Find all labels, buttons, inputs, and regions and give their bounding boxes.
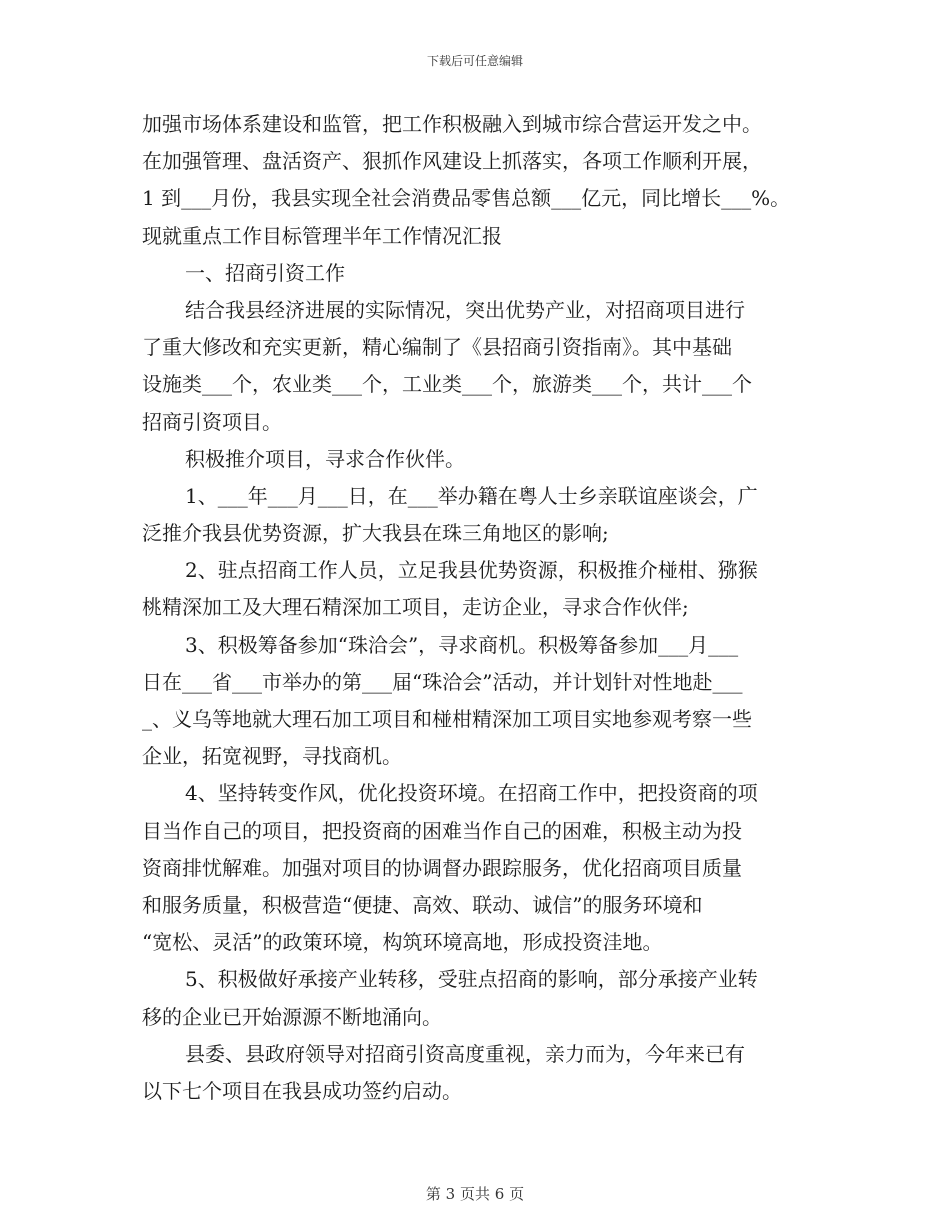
text-line: 5、积极做好承接产业转移，受驻点招商的影响，部分承接产业转 xyxy=(185,967,758,992)
text-line: 和服务质量，积极营造“便捷、高效、联动、诚信”的服务环境和 xyxy=(142,892,703,917)
page-footer: 第 3 页共 6 页 xyxy=(425,1185,525,1203)
text-line: 3、积极筹备参加“珠洽会”，寻求商机。积极筹备参加___月___ xyxy=(185,632,739,657)
document-body xyxy=(142,106,832,1110)
text-line: 移的企业已开始源源不断地涌向。 xyxy=(142,1004,442,1029)
text-line: 招商引资项目。 xyxy=(142,409,282,434)
text-line: 4、坚持转变作风，优化投资环境。在招商工作中，把投资商的项 xyxy=(185,781,758,806)
text-line: 县委、县政府领导对招商引资高度重视，亲力而为，今年来已有 xyxy=(185,1041,745,1066)
text-line: 目当作自己的项目，把投资商的困难当作自己的困难，积极主动为投 xyxy=(142,818,742,843)
text-line: 了重大修改和充实更新，精心编制了《县招商引资指南》。其中基础 xyxy=(142,335,732,360)
text-line: 2、驻点招商工作人员，立足我县优势资源，积极推介椪柑、猕猴 xyxy=(185,558,758,583)
text-line: 一、招商引资工作 xyxy=(185,260,345,285)
text-line: 企业，拓宽视野，寻找商机。 xyxy=(142,744,402,769)
text-line: 1 到___月份，我县实现全社会消费品零售总额___亿元，同比增长___%。 xyxy=(142,186,791,211)
text-line: 桃精深加工及大理石精深加工项目，走访企业，寻求合作伙伴; xyxy=(142,595,689,620)
text-line: 日在___省___市举办的第___届“珠洽会”活动，并计划针对性地赴___ xyxy=(142,669,743,694)
text-line: _、义乌等地就大理石加工项目和椪柑精深加工项目实地参观考察一些 xyxy=(142,707,752,731)
text-line: 在加强管理、盘活资产、狠抓作风建设上抓落实，各项工作顺利开展， xyxy=(142,149,762,174)
text-line: 积极推介项目，寻求合作伙伴。 xyxy=(185,446,465,471)
text-line: 资商排忧解难。加强对项目的协调督办跟踪服务，优化招商项目质量 xyxy=(142,855,742,880)
text-line: 现就重点工作目标管理半年工作情况汇报 xyxy=(142,223,502,248)
text-line: “宽松、灵活”的政策环境，构筑环境高地，形成投资洼地。 xyxy=(142,930,663,955)
text-line: 泛推介我县优势资源，扩大我县在珠三角地区的影响; xyxy=(142,521,609,546)
text-line: 1、___年___月___日，在___举办籍在粤人士乡亲联谊座谈会，广 xyxy=(185,483,758,508)
text-line: 加强市场体系建设和监管，把工作积极融入到城市综合营运开发之中。 xyxy=(142,112,762,136)
text-line: 结合我县经济进展的实际情况，突出优势产业，对招商项目进行 xyxy=(185,297,745,322)
page-header: 下载后可任意编辑 xyxy=(426,54,523,68)
text-line: 以下七个项目在我县成功签约启动。 xyxy=(142,1078,462,1103)
text-line: 设施类___个，农业类___个，工业类___个，旅游类___个，共计___个 xyxy=(142,372,752,397)
